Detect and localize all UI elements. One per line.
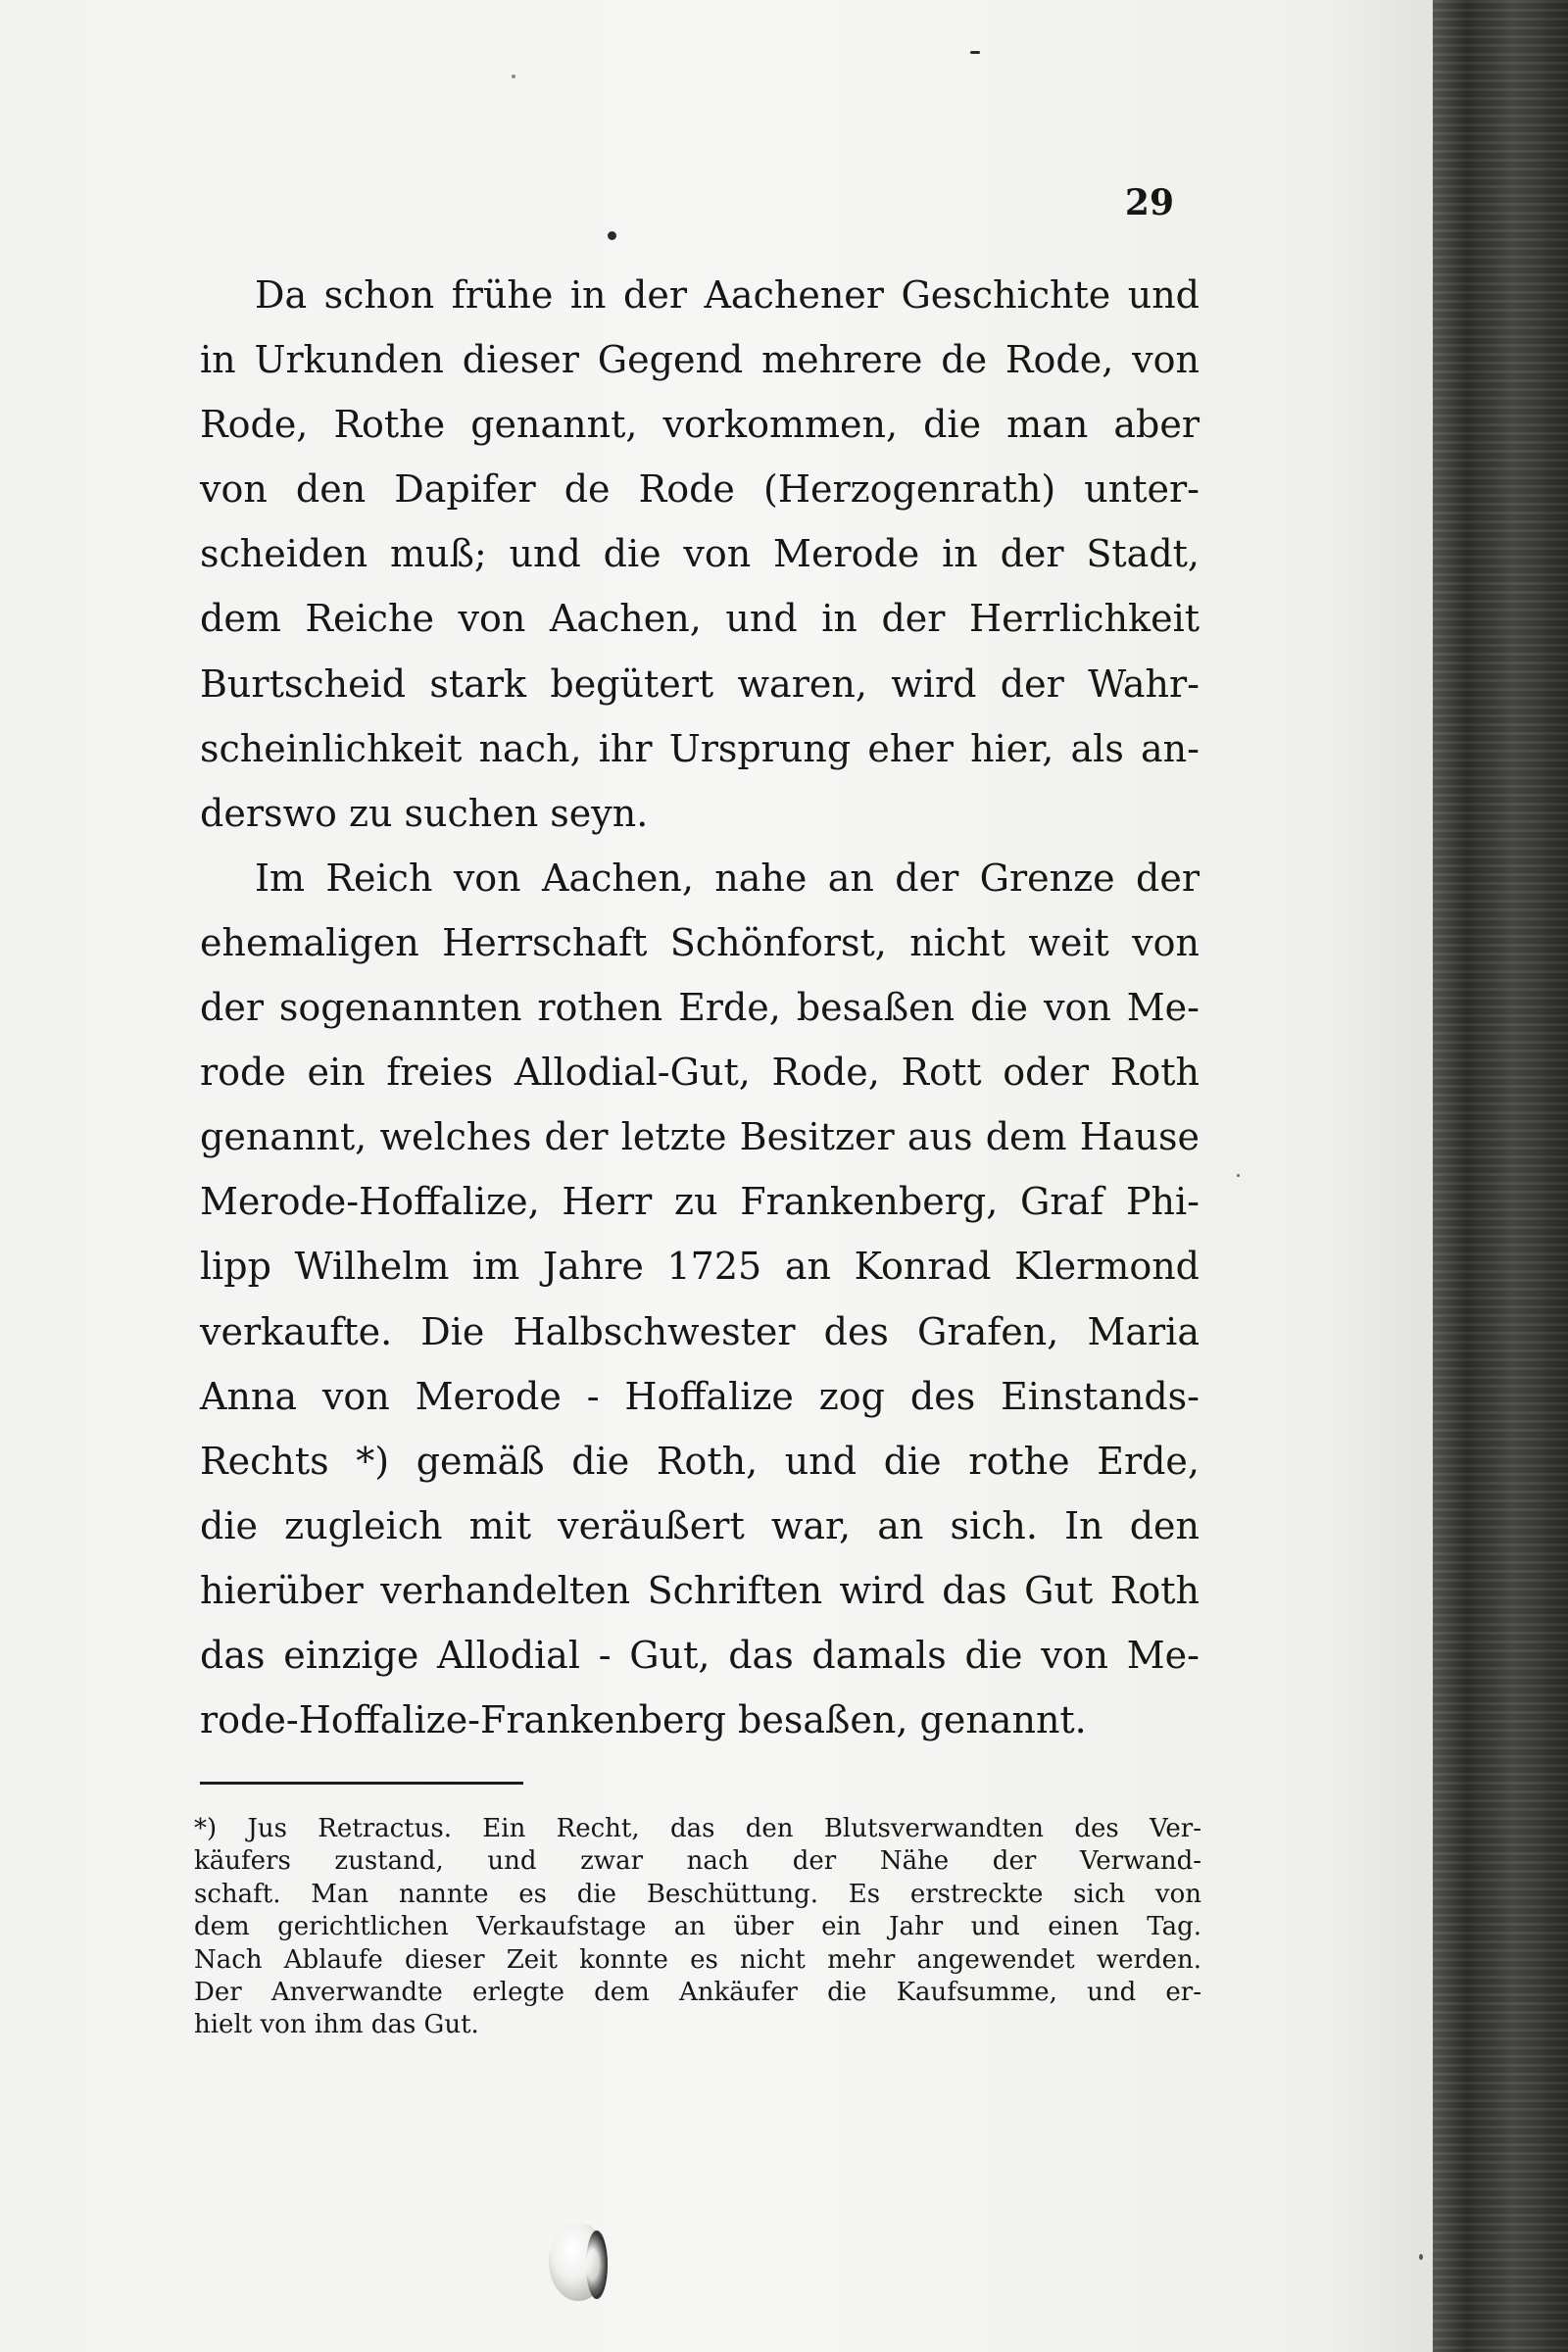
text-line: genannt, welches der letzte Besitzer aus dem Hause	[200, 1115, 1200, 1159]
text-line: Burtscheid stark begütert waren, wird der Wahr-	[200, 662, 1200, 706]
ink-speck	[1237, 1174, 1240, 1177]
text-line: der sogenannten rothen Erde, besaßen die von Me-	[200, 986, 1200, 1030]
paper-blemish-shadow	[586, 2230, 608, 2299]
text-line: lipp Wilhelm im Jahre 1725 an Konrad Klermond	[200, 1245, 1200, 1289]
footnote-line: dem gerichtlichen Verkaufstage an über ein Jahr und einen Tag.	[194, 1912, 1201, 1942]
book-binding-edge	[1433, 0, 1568, 2352]
ink-speck	[1419, 2254, 1423, 2260]
footnote-line: *) Jus Retractus. Ein Recht, das den Blutsverwandten des Ver-	[194, 1814, 1201, 1843]
text-line: derswo zu suchen seyn.	[200, 791, 649, 835]
text-line: rode ein freies Allodial-Gut, Rode, Rott oder Roth	[200, 1051, 1200, 1095]
text-line: Anna von Merode - Hoffalize zog des Einstands-	[200, 1374, 1200, 1418]
footnote	[194, 1813, 1201, 2042]
text-line: Im Reich von Aachen, nahe an der Grenze der	[255, 856, 1200, 900]
ink-speck	[512, 74, 515, 78]
paragraph-2	[200, 846, 1200, 1752]
footnote-line: Nach Ablaufe dieser Zeit konnte es nicht mehr angewendet werden.	[194, 1944, 1201, 1975]
page-number: 29	[1124, 182, 1174, 223]
text-line: rode-Hoffalize-Frankenberg besaßen, genannt.	[200, 1698, 1087, 1742]
ink-speck	[970, 51, 980, 54]
text-line: verkaufte. Die Halbschwester des Grafen, Maria	[200, 1309, 1200, 1353]
text-line: das einzige Allodial - Gut, das damals die von Me-	[200, 1633, 1200, 1677]
text-line: Da schon frühe in der Aachener Geschichte und	[255, 273, 1200, 317]
footnote-line: hielt von ihm das Gut.	[194, 2010, 479, 2040]
ink-speck	[608, 231, 616, 240]
text-line: ehemaligen Herrschaft Schönforst, nicht weit von	[200, 920, 1200, 964]
text-line: in Urkunden dieser Gegend mehrere de Rode, von	[200, 338, 1200, 382]
text-line: Rechts *) gemäß die Roth, und die rothe Erde,	[200, 1439, 1200, 1483]
text-line: Rode, Rothe genannt, vorkommen, die man aber	[200, 403, 1200, 447]
footnote-divider	[200, 1782, 523, 1785]
paragraph-1	[200, 263, 1200, 846]
footnote-line: schaft. Man nannte es die Beschüttung. Es erstreckte sich von	[194, 1879, 1201, 1909]
text-line: Merode-Hoffalize, Herr zu Frankenberg, Graf Phi-	[200, 1180, 1200, 1224]
footnote-line: Der Anverwandte erlegte dem Ankäufer die Kaufsumme, und er-	[194, 1977, 1201, 2007]
body-text	[200, 263, 1200, 1752]
text-line: scheinlichkeit nach, ihr Ursprung eher hier, als an-	[200, 726, 1200, 770]
text-line: dem Reiche von Aachen, und in der Herrlichkeit	[200, 597, 1200, 641]
text-line: hierüber verhandelten Schriften wird das Gut Roth	[200, 1568, 1200, 1612]
text-line: die zugleich mit veräußert war, an sich. In den	[200, 1503, 1200, 1547]
footnote-line: käufers zustand, und zwar nach der Nähe der Verwand-	[194, 1846, 1201, 1877]
text-line: von den Dapifer de Rode (Herzogenrath) unter-	[200, 467, 1200, 512]
text-line: scheiden muß; und die von Merode in der Stadt,	[200, 532, 1200, 576]
